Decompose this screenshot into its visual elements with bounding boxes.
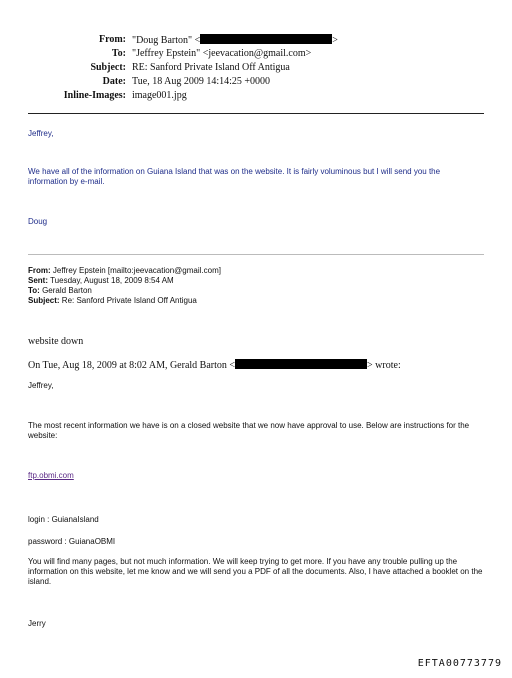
forwarded-to-value: Gerald Barton [42,286,92,295]
reply-signoff: Doug [28,217,48,226]
quoted-intro: The most recent information we have is on a closed website that we now have approval to use. Below are instructions for the website: [28,421,470,440]
password-line: password : GuianaOBMI [28,537,116,546]
forwarded-from-value: Jeffrey Epstein [mailto:jeevacation@gmail.com] [52,266,221,275]
header-subject-label: Subject: [90,62,126,73]
forwarded-subject-value: Re: Sanford Private Island Off Antigua [61,296,197,305]
forwarded-sent-value: Tuesday, August 18, 2009 8:54 AM [50,276,174,285]
header-images-label: Inline-Images: [63,90,126,101]
quoted-body: You will find many pages, but not much information. We will keep trying to get more. If you have any trouble pulling up the information on this website, let me know and we will send you a PDF of all the documents. Also, I have attached a booklet on the island. [28,557,483,586]
sender-suffix: > [332,35,338,46]
quoted-greeting: Jeffrey, [28,381,54,390]
forward-divider [28,254,484,255]
forwarded-from-label: From: [28,266,51,275]
reply-body: We have all of the information on Guiana Island that was on the website. It is fairly voluminous but I will send you the information by e-mail. [28,167,441,186]
quoted-signoff: Jerry [28,619,46,628]
forwarded-subject-label: Subject: [28,296,60,305]
header-to-value: "Jeffrey Epstein" <jeevacation@gmail.com> [132,48,312,59]
quote-prefix: On Tue, Aug 18, 2009 at 8:02 AM, Gerald Barton < [28,360,236,371]
header-date-value: Tue, 18 Aug 2009 14:14:25 +0000 [132,76,271,87]
redaction-bar [235,359,367,369]
reply-greeting: Jeffrey, [28,129,54,138]
login-line: login : GuianaIsland [28,515,99,524]
bates-number: EFTA00773779 [417,658,502,669]
header-from-label: From: [98,34,126,45]
message-text: website down [28,336,84,347]
forwarded-subject-row [28,296,197,306]
forwarded-sent-label: Sent: [28,276,48,285]
ftp-link[interactable]: ftp.obmi.com [28,471,74,480]
header-images-value: image001.jpg [132,90,187,101]
header-to-label: To: [111,48,126,59]
header-divider [28,113,484,114]
sender-name: "Doug Barton" < [132,35,201,46]
forwarded-sent-row [28,276,174,286]
header-subject-value: RE: Sanford Private Island Off Antigua [132,62,290,73]
forwarded-to-label: To: [28,286,40,295]
redaction-bar [200,34,332,44]
quote-suffix: > wrote: [367,360,401,371]
header-from-value [132,34,338,47]
quote-attribution [28,359,401,371]
header-date-label: Date: [102,76,126,87]
forwarded-from-row [28,266,221,276]
forwarded-to-row [28,286,92,296]
